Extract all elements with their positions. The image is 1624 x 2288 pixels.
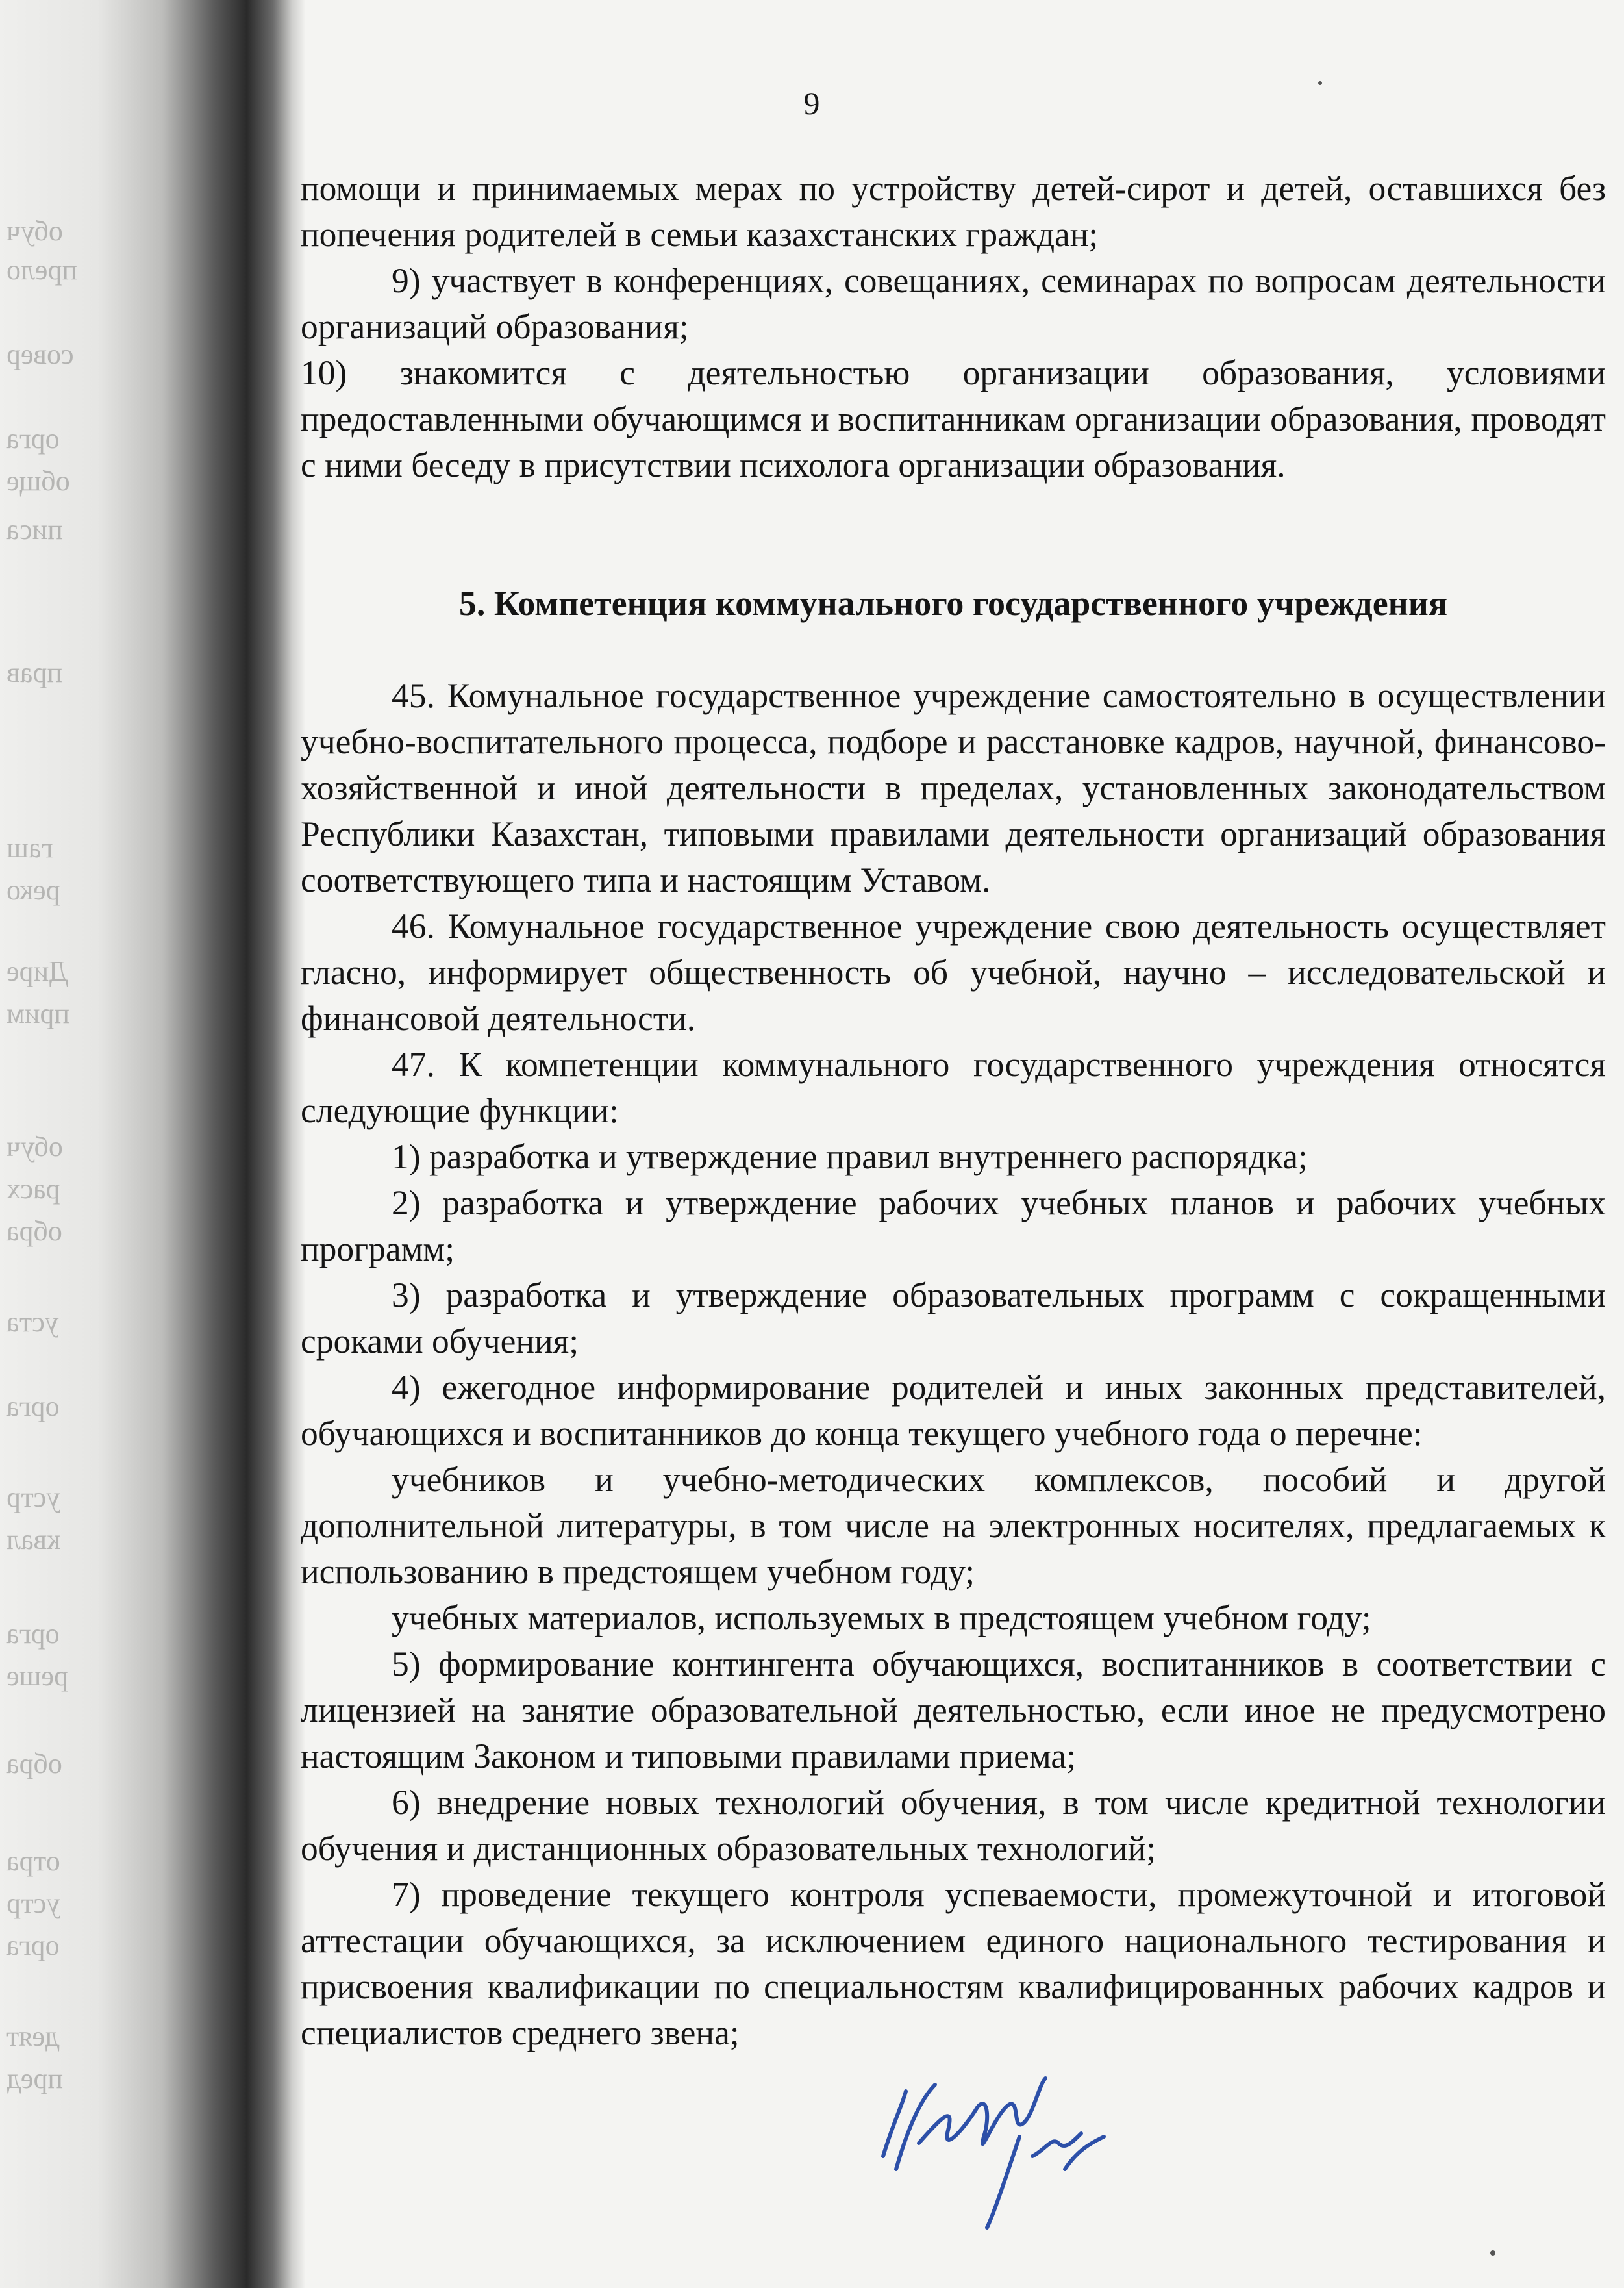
bleed-fragment: обще — [6, 465, 70, 497]
bleed-fragment: обра — [6, 1748, 62, 1779]
section-heading: 5. Компетенция коммунального государственного учреждения — [458, 584, 1448, 623]
bleed-fragment: гаш — [6, 832, 53, 864]
bleed-fragment: прим — [6, 998, 69, 1029]
bleed-fragment: квал — [6, 1524, 61, 1555]
bleed-fragment: реко — [6, 874, 60, 906]
paragraph: 47. К компетенции коммунального государственного учреждения относятся следующие функции: — [301, 1045, 1606, 1130]
paragraph: 46. Комунальное государственное учреждение свою деятельность осуществляет гласно, информирует общественность об учебной, научно – исследовательской и финансовой деятельности. — [301, 907, 1606, 1038]
bleed-fragment: орга — [6, 1390, 60, 1422]
list-item: 3) разработка и утверждение образовательных программ с сокращенными сроками обучения; — [301, 1276, 1606, 1361]
document-body — [301, 166, 1606, 2056]
bleed-fragment: устр — [6, 1481, 61, 1513]
bleed-fragment: реше — [6, 1660, 68, 1692]
list-item: 7) проведение текущего контроля успеваемости, промежуточной и итоговой аттестации обучающихся, за исключением единого национального тестирования и присвоения квалификации по специальностям квалифицированных рабочих кадров и специалистов среднего звена; — [301, 1875, 1606, 2052]
bleed-fragment: обуч — [6, 215, 63, 247]
bleed-fragment: прав — [6, 657, 62, 688]
list-item: учебных материалов, используемых в предстоящем учебном году; — [392, 1598, 1371, 1637]
bleed-fragment: прело — [6, 254, 78, 286]
paragraph: 45. Комунальное государственное учреждение самостоятельно в осуществлении учебно-воспитательного процесса, подборе и расстановке кадров, научной, финансово-хозяйственной и иной деятельности в пределах, установленных законодательством Республики Казахстан, типовыми правилами деятельности организаций образования соответствующего типа и настоящим Уставом. — [301, 676, 1606, 899]
list-item: 6) внедрение новых технологий обучения, в том числе кредитной технологии обучения и дистанционных образовательных технологий; — [301, 1783, 1606, 1868]
bleed-fragment: уста — [6, 1306, 59, 1338]
bleed-fragment: орга — [6, 423, 60, 455]
bleed-fragment: устр — [6, 1887, 61, 1919]
bleed-fragment: Дире — [6, 955, 69, 987]
bleed-through-text — [0, 0, 104, 2288]
page-number: 9 — [803, 85, 820, 121]
list-item: 4) ежегодное информирование родителей и иных законных представителей, обучающихся и воспитанников до конца текущего учебного года о перечне: — [301, 1368, 1606, 1453]
paragraph: 10) знакомится с деятельностью организации образования, условиями предоставленными обучающимся и воспитанникам организации образования, проводят с ними беседу в присутствии психолога организации образования. — [301, 353, 1606, 484]
list-item: 1) разработка и утверждение правил внутреннего распорядка; — [392, 1137, 1308, 1176]
bleed-fragment: обра — [6, 1215, 62, 1247]
bleed-fragment: писа — [6, 514, 63, 546]
handwritten-signature — [857, 2046, 1130, 2241]
stray-mark — [1490, 2250, 1495, 2256]
bleed-fragment: пред — [6, 2063, 63, 2094]
stray-mark — [1318, 81, 1322, 85]
bleed-fragment: обуч — [6, 1131, 63, 1163]
bleed-fragment: деят — [6, 2020, 60, 2052]
signature-stroke — [883, 2078, 1104, 2228]
bleed-fragment: совер — [6, 338, 74, 370]
paragraph: помощи и принимаемых мерах по устройству детей-сирот и детей, оставшихся без попечения родителей в семьи казахстанских граждан; — [301, 169, 1606, 254]
list-item: 2) разработка и утверждение рабочих учебных планов и рабочих учебных программ; — [301, 1183, 1606, 1268]
paragraph: 9) участвует в конференциях, совещаниях, семинарах по вопросам деятельности организаций образования; — [301, 261, 1606, 346]
bleed-fragment: орга — [6, 1618, 60, 1650]
list-item: 5) формирование контингента обучающихся, воспитанников в соответствии с лицензией на занятие образовательной деятельностью, если иное не предусмотрено настоящим Законом и типовыми правилами приема; — [301, 1644, 1606, 1776]
bleed-fragment: отра — [6, 1845, 60, 1877]
list-item: учебников и учебно-методических комплексов, пособий и другой дополнительной литературы, в том числе на электронных носителях, предлагаемых к использованию в предстоящем учебном году; — [301, 1460, 1606, 1591]
bleed-fragment: расх — [6, 1173, 60, 1205]
bleed-fragment: орга — [6, 1930, 60, 1961]
